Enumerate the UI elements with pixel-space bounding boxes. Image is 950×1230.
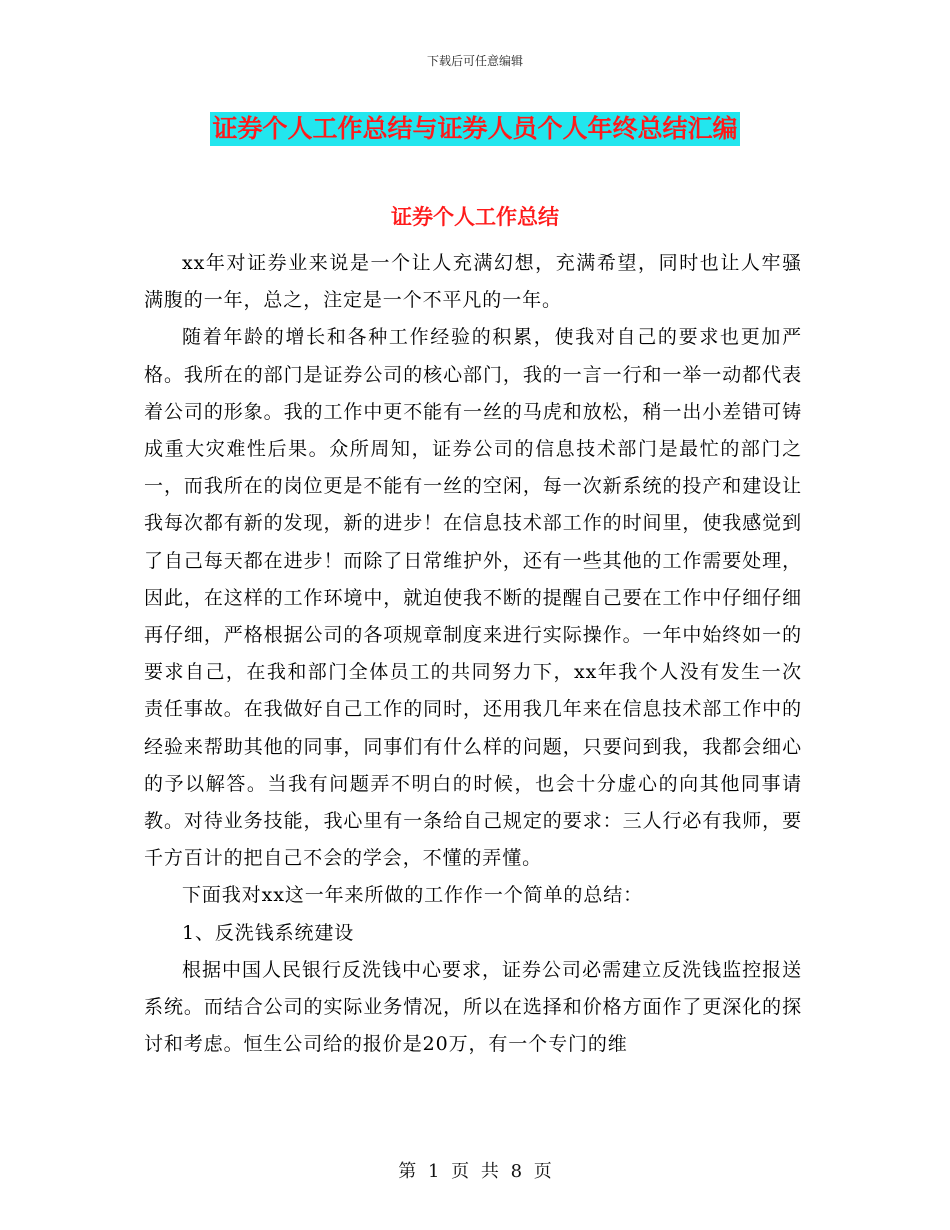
main-title: 证券个人工作总结与证券人员个人年终总结汇编 bbox=[210, 112, 739, 146]
paragraph-3: 下面我对xx这一年来所做的工作作一个简单的总结： bbox=[182, 884, 644, 907]
paragraph-4-heading: 1、反洗钱系统建设 bbox=[182, 921, 355, 944]
paragraph-5: 根据中国人民银行反洗钱中心要求，证券公司必需建立反洗钱监控报送系统。而结合公司的实际业务情况，所以在选择和价格方面作了更深化的探讨和考虑。恒生公司给的报价是20万，有一个专门的维 bbox=[144, 958, 802, 1056]
main-title-wrap bbox=[0, 112, 950, 146]
header-note: 下载后可任意编辑 bbox=[426, 54, 523, 68]
section-title: 证券个人工作总结 bbox=[391, 204, 559, 229]
paragraph-2: 随着年龄的增长和各种工作经验的积累，使我对自己的要求也更加严格。我所在的部门是证券公司的核心部门，我的一言一行和一举一动都代表着公司的形象。我的工作中更不能有一丝的马虎和放松，稍一出小差错可铸成重大灾难性后果。众所周知，证券公司的信息技术部门是最忙的部门之一，而我所在的岗位更是不能有一丝的空闲，每一次新系统的投产和建设让我每次都有新的发现，新的进步！在信息技术部工作的时间里，使我感觉到了自己每天都在进步！而除了日常维护外，还有一些其他的工作需要处理，因此，在这样的工作环境中，就迫使我不断的提醒自己要在工作中仔细仔细再仔细，严格根据公司的各项规章制度来进行实际操作。一年中始终如一的要求自己，在我和部门全体员工的共同努力下，xx年我个人没有发生一次责任事故。在我做好自己工作的同时，还用我几年来在信息技术部工作中的经验来帮助其他的同事，同事们有什么样的问题，只要问到我，我都会细心的予以解答。当我有问题弄不明白的时候，也会十分虚心的向其他同事请教。对待业务技能，我心里有一条给自己规定的要求：三人行必有我师，要千方百计的把自己不会的学会，不懂的弄懂。 bbox=[144, 326, 802, 870]
document-body bbox=[144, 245, 802, 1063]
paragraph-1: xx年对证券业来说是一个让人充满幻想，充满希望，同时也让人牢骚满腹的一年，总之，注定是一个不平凡的一年。 bbox=[144, 252, 802, 312]
page-footer: 第 1 页 共 8 页 bbox=[398, 1161, 552, 1182]
